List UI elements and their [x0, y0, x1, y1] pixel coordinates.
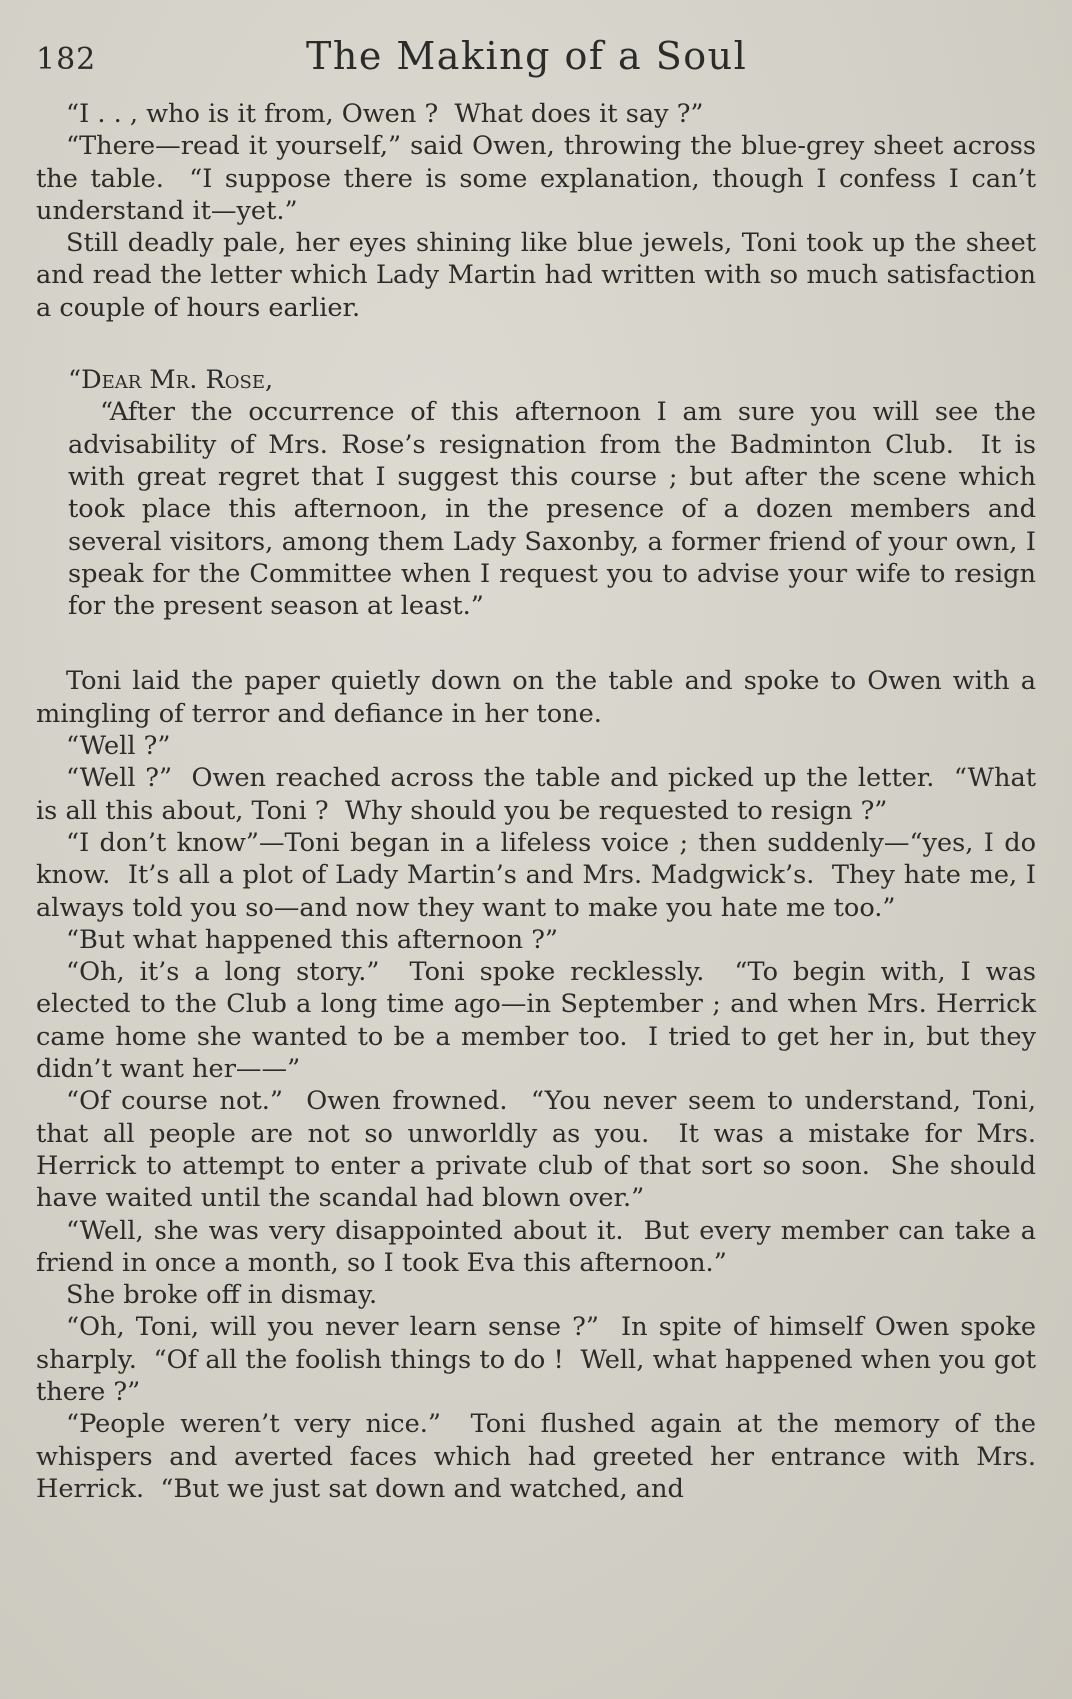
- paragraph: Toni laid the paper quietly down on the table and spoke to Owen with a mingling of terror and defiance in her tone.: [36, 666, 1045, 729]
- letter-salutation: “Dear Mr. Rose,: [68, 365, 274, 396]
- paragraph: “Of course not.” Owen frowned. “You never seem to understand, Toni, that all people are not so unworldly as you. It was a mistake for Mrs. Herrick to attempt to enter a private club of that sort so soon. She should have waited until the scandal had blown over.”: [36, 1086, 1045, 1214]
- paragraph: Still deadly pale, her eyes shining like blue jewels, Toni took up the sheet and read the letter which Lady Martin had written with so much satisfaction a couple of hours earlier.: [36, 228, 1045, 323]
- quoted-letter: [68, 364, 1045, 622]
- paragraph: “Well ?”: [66, 731, 171, 762]
- paragraph: “But what happened this afternoon ?”: [66, 924, 559, 955]
- paragraph: “Oh, Toni, will you never learn sense ?” In spite of himself Owen spoke sharply. “Of all the foolish things to do ! Well, what happened when you got there ?”: [36, 1312, 1045, 1407]
- running-head: [36, 34, 1036, 94]
- body-text: [36, 98, 1045, 1505]
- letter-body: “After the occurrence of this afternoon I am sure you will see the advisability of Mrs. Rose’s resignation from the Badminton Club. It is with great regret that I suggest this course ; but after the scene which took place this afternoon, in the presence of a dozen members and several visitors, among them Lady Saxonby, a former friend of your own, I speak for the Committee when I request you to advise your wife to resign for the present season at least.”: [68, 397, 1045, 622]
- paragraph: She broke off in dismay.: [66, 1280, 378, 1311]
- paragraph: “I don’t know”—Toni began in a lifeless voice ; then suddenly—“yes, I do know. It’s all a plot of Lady Martin’s and Mrs. Madgwick’s. They hate me, I always told you so—and now they want to make you hate me too.”: [36, 827, 1045, 923]
- paragraph: “I . . , who is it from, Owen ? What does it say ?”: [66, 99, 704, 129]
- paragraph: “Well ?” Owen reached across the table and picked up the letter. “What is all this about, Toni ? Why should you be requested to resign ?”: [36, 763, 1045, 826]
- paragraph: “Well, she was very disappointed about it. But every member can take a friend in once a month, so I took Eva this afternoon.”: [36, 1215, 1045, 1278]
- running-title: The Making of a Soul: [306, 34, 748, 78]
- paragraph: “There—read it yourself,” said Owen, throwing the blue-grey sheet across the table. “I suppose there is some explanation, though I confess I can’t understand it—yet.”: [36, 131, 1045, 226]
- page-number: 182: [36, 42, 97, 77]
- paragraph: “Oh, it’s a long story.” Toni spoke recklessly. “To begin with, I was elected to the Club a long time ago—in September ; and when Mrs. Herrick came home she wanted to be a member too. I tried to get her in, but they didn’t want her——”: [36, 957, 1045, 1085]
- paragraph: “People weren’t very nice.” Toni flushed again at the memory of the whispers and averted faces which had greeted her entrance with Mrs. Herrick. “But we just sat down and watched, and: [36, 1409, 1045, 1504]
